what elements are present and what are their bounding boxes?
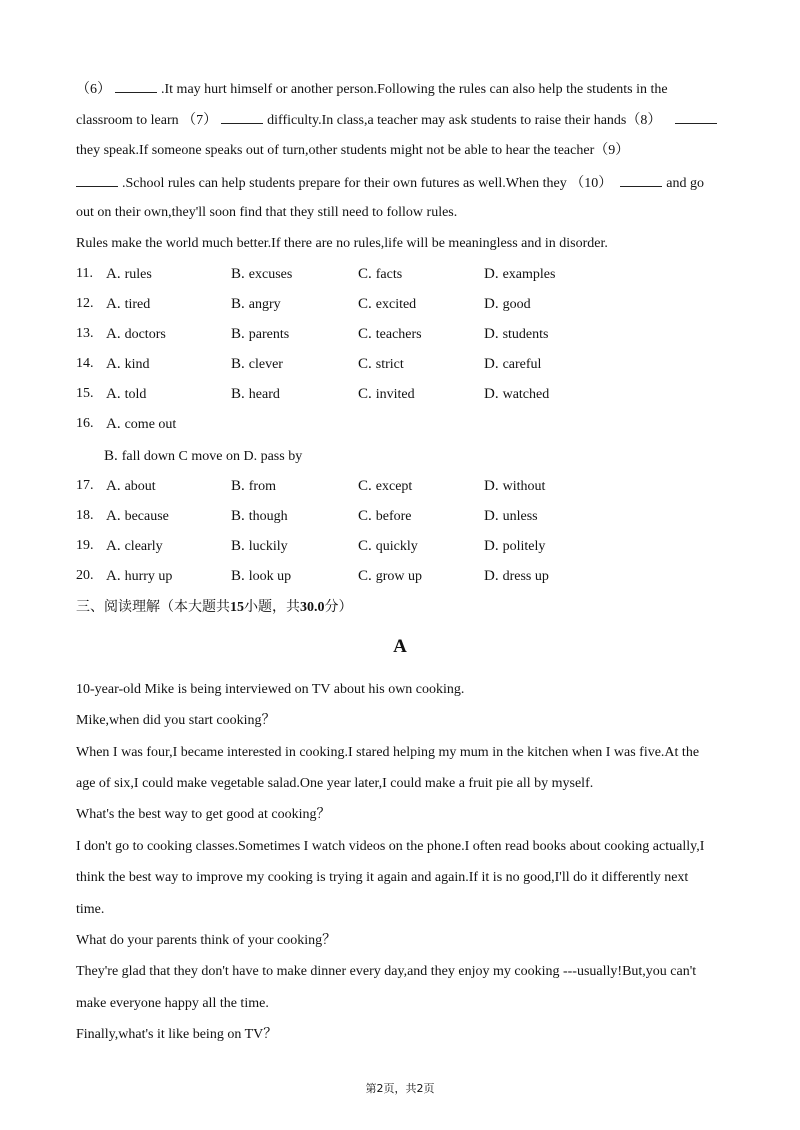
line-text: Rules make the world much better.If there are no rules,life will be meaningless and in disorder.	[76, 236, 608, 251]
option-a[interactable]: A. about	[106, 478, 156, 494]
option-b[interactable]: B. excuses	[231, 266, 293, 282]
section-heading: 三、阅读理解（本大题共15小题，共30.0分）	[76, 599, 353, 615]
passage-line-4	[76, 172, 704, 194]
option-a[interactable]: A. rules	[106, 266, 152, 282]
option-d[interactable]: D. examples	[484, 266, 556, 282]
option-b[interactable]: B. from	[231, 478, 276, 494]
reading-line: think the best way to improve my cooking is trying it again and again.If it is no good,I'll do it differently next	[76, 870, 689, 885]
option-c[interactable]: C. facts	[358, 266, 403, 282]
option-b[interactable]: B. parents	[231, 326, 290, 342]
line-text: they speak.If someone speaks out of turn,other students might not be able to hear the teacher（9）	[76, 143, 630, 158]
question-number: 17.	[76, 478, 94, 493]
option-d[interactable]: D. without	[484, 478, 546, 494]
reading-line: 10-year-old Mike is being interviewed on TV about his own cooking.	[76, 682, 465, 697]
answer-blank-6[interactable]	[115, 78, 157, 93]
option-b[interactable]: B. angry	[231, 296, 281, 312]
option-b[interactable]: B. clever	[231, 356, 283, 372]
reading-line: Mike,when did you start cooking？	[76, 713, 276, 728]
reading-line: age of six,I could make vegetable salad.One year later,I could make a fruit pie all by myself.	[76, 776, 594, 791]
question-number: 20.	[76, 568, 94, 583]
option-a[interactable]: A. clearly	[106, 538, 163, 554]
reading-line: time.	[76, 902, 105, 917]
question-number: 13.	[76, 326, 94, 341]
question-number: 16.	[76, 416, 94, 431]
passage-line-3	[76, 141, 629, 161]
question-number: 11.	[76, 266, 93, 281]
option-d[interactable]: D. unless	[484, 508, 538, 524]
option-c[interactable]: C. except	[358, 478, 413, 494]
option-b[interactable]: B. heard	[231, 386, 280, 402]
option-a[interactable]: A. kind	[106, 356, 150, 372]
line-text: difficulty.In class,a teacher may ask students to raise their hands（8）	[267, 113, 662, 128]
answer-blank-9[interactable]	[76, 172, 118, 187]
reading-line: I don't go to cooking classes.Sometimes I watch videos on the phone.I often read books about cooking actually,I	[76, 839, 705, 854]
line-text: .It may hurt himself or another person.Following the rules can also help the students in the	[161, 82, 668, 97]
line-text: out on their own,they'll soon find that they still need to follow rules.	[76, 205, 458, 220]
option-c[interactable]: C. excited	[358, 296, 417, 312]
option-d[interactable]: D. politely	[484, 538, 546, 554]
option-d[interactable]: D. good	[484, 296, 531, 312]
option-d[interactable]: D. dress up	[484, 568, 549, 584]
option-c[interactable]: C. teachers	[358, 326, 422, 342]
option-b[interactable]: B. though	[231, 508, 288, 524]
passage-line-1	[76, 78, 668, 100]
option-a[interactable]: A. tired	[106, 296, 151, 312]
option-a[interactable]: A. told	[106, 386, 147, 402]
passage-line-2	[76, 109, 721, 131]
line-text: and go	[666, 176, 704, 191]
line-text: .School rules can help students prepare for their own futures as well.When they （10）	[122, 176, 613, 191]
reading-line: make everyone happy all the time.	[76, 996, 269, 1011]
option-d[interactable]: D. watched	[484, 386, 550, 402]
reading-line: What's the best way to get good at cooking？	[76, 807, 331, 822]
option-a[interactable]: A. because	[106, 508, 169, 524]
question-number: 19.	[76, 538, 94, 553]
reading-line: Finally,what's it like being on TV？	[76, 1027, 278, 1042]
question-number: 18.	[76, 508, 94, 523]
answer-blank-7[interactable]	[221, 109, 263, 124]
option-b[interactable]: B. luckily	[231, 538, 288, 554]
option-b[interactable]: B. look up	[231, 568, 292, 584]
option-d[interactable]: D. students	[484, 326, 549, 342]
option-a[interactable]: A. come out	[106, 416, 177, 432]
passage-line-5	[76, 203, 457, 223]
passage-title: A	[393, 636, 407, 657]
option-c[interactable]: C. grow up	[358, 568, 423, 584]
option-a[interactable]: A. hurry up	[106, 568, 173, 584]
question-number: 12.	[76, 296, 94, 311]
option-c[interactable]: C. invited	[358, 386, 415, 402]
question-number: 14.	[76, 356, 94, 371]
line-text: （6）	[76, 82, 111, 97]
option-c[interactable]: C. before	[358, 508, 412, 524]
question-number: 15.	[76, 386, 94, 401]
reading-line: When I was four,I became interested in cooking.I stared helping my mum in the kitchen when I was five.At the	[76, 745, 700, 760]
line-text: classroom to learn （7）	[76, 113, 218, 128]
option-c[interactable]: C. strict	[358, 356, 404, 372]
option-a[interactable]: A. doctors	[106, 326, 166, 342]
option-c[interactable]: C. quickly	[358, 538, 418, 554]
reading-line: What do your parents think of your cooking？	[76, 933, 337, 948]
answer-blank-8[interactable]	[675, 109, 717, 124]
option-d[interactable]: D. careful	[484, 356, 542, 372]
option-b-merged[interactable]: B. fall down C move on D. pass by	[104, 448, 303, 464]
page-footer: 第2页，共2页	[365, 1082, 435, 1095]
answer-blank-10[interactable]	[620, 172, 662, 187]
reading-line: They're glad that they don't have to make dinner every day,and they enjoy my cooking ---usually!But,you can't	[76, 964, 697, 979]
passage-line-6	[76, 234, 608, 254]
